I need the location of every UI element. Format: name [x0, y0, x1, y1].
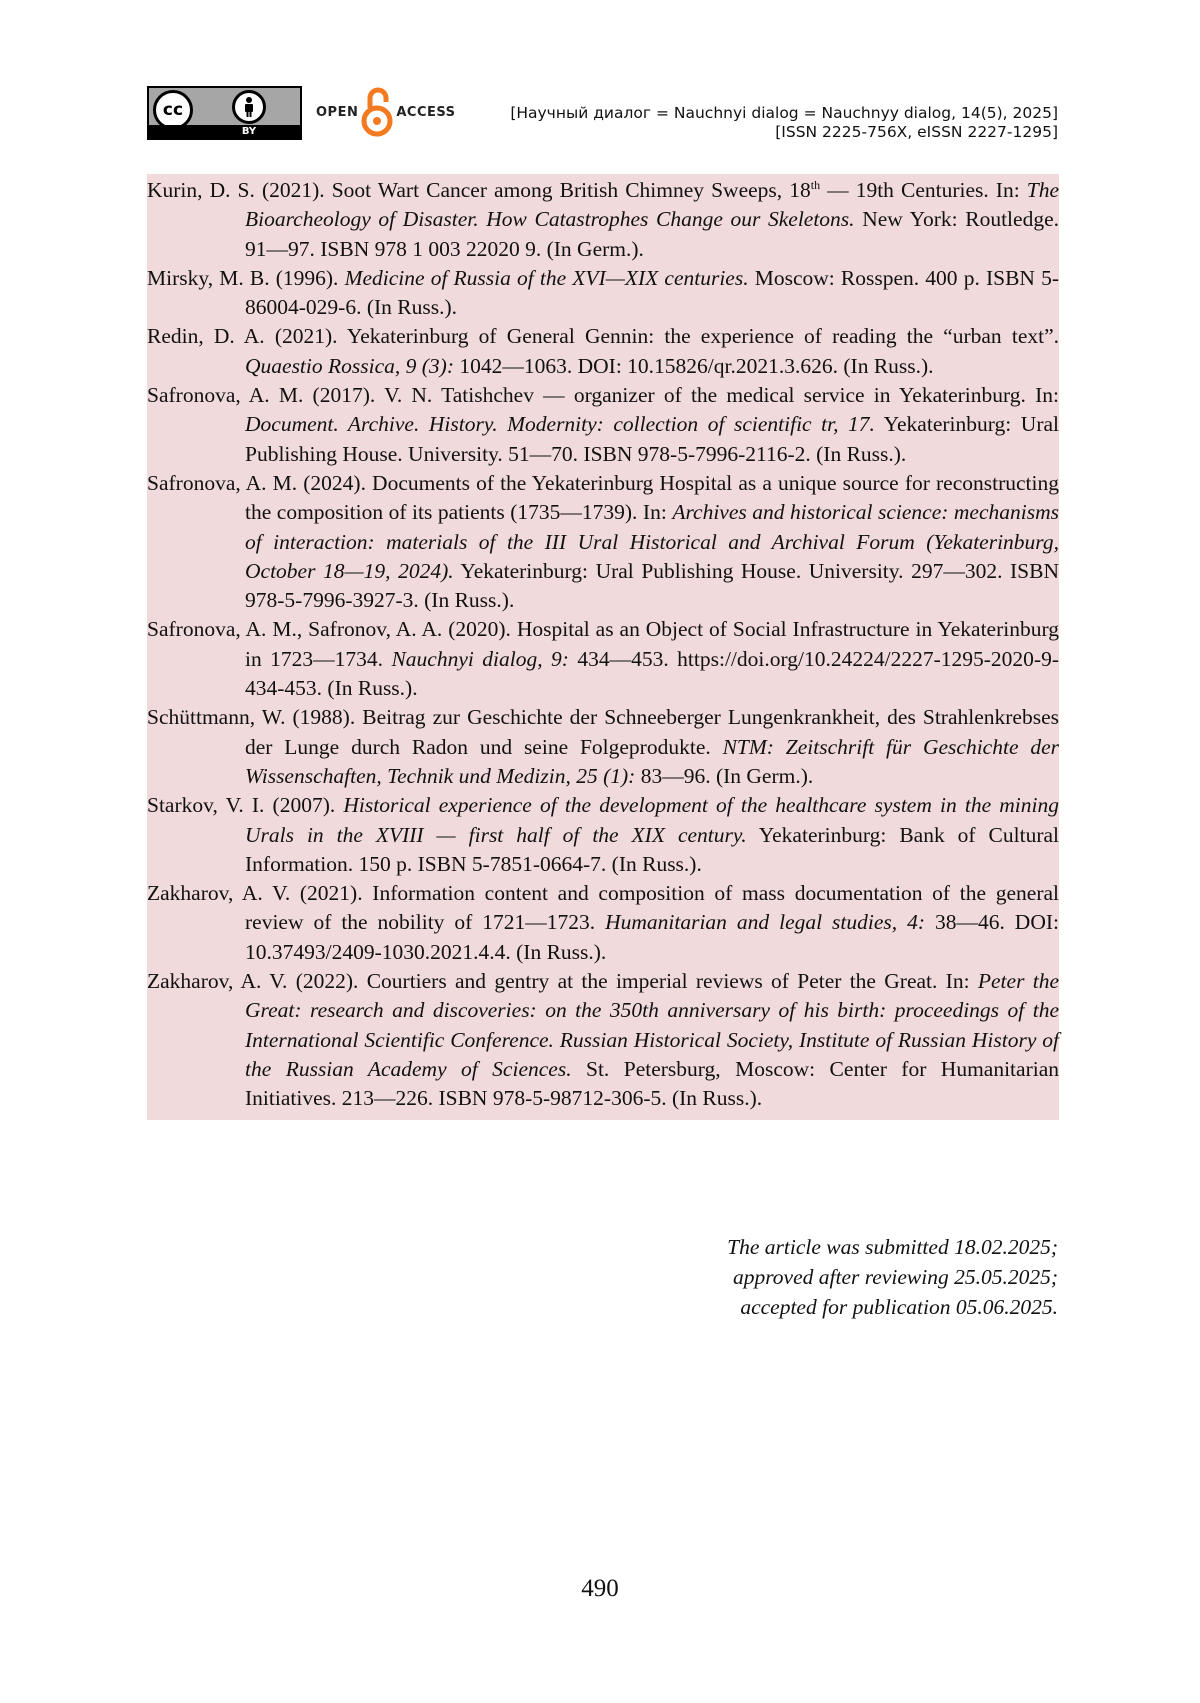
reference-item: Safronova, A. M., Safronov, A. A. (2020). Hospital as an Object of Social Infrastructure in Yekaterinburg in 1723—1734. Nauchnyi dialog, 9: 434—453. https://doi.org/10.24224/2227-1295-2020-9-434-453. (In Russ.). [147, 617, 1059, 701]
journal-issn: [ISSN 2225-756X, eISSN 2227-1295] [775, 123, 1058, 141]
reference-item: Mirsky, M. B. (1996). Medicine of Russia of the XVI—XIX centuries. Moscow: Rosspen. 400 p. ISBN 5-86004-029-6. (In Russ.). [147, 265, 1059, 320]
reference-item: Zakharov, A. V. (2022). Courtiers and gentry at the imperial reviews of Peter the Great. In: Peter the Great: research and discoveries: on the 350th anniversary of his birth: proceedings of the International Scientific Conference. Russian Historical Society, Institute of Russian History of the Russian Academy of Sciences. St. Petersburg, Moscow: Center for Humanitarian Initiatives. 213—226. ISBN 978-5-98712-306-5. (In Russ.). [147, 969, 1059, 1111]
reference-item: Kurin, D. S. (2021). Soot Wart Cancer among British Chimney Sweeps, 18th — 19th Centuries. In: The Bioarcheology of Disaster. How Catastrophes Change our Skeletons. New York: Routledge. 91—97. ISBN 978 1 003 22020 9. (In Germ.). [147, 177, 1060, 261]
page-number: 490 [581, 1575, 619, 1602]
creative-commons-icon: cc [153, 90, 193, 130]
reference-item: Safronova, A. M. (2017). V. N. Tatishchev — organizer of the medical service in Yekaterinburg. In: Document. Archive. History. Modernity: collection of scientific tr, 17. Yekaterinburg: Ural Publishing House. University. 51—70. ISBN 978-5-7996-2116-2. (In Russ.). [147, 383, 1059, 466]
reference-item: Zakharov, A. V. (2021). Information content and composition of mass documentation of the general review of the nobility of 1721—1723. Humanitarian and legal studies, 4: 38—46. DOI: 10.37493/2409-1030.2021.4.4. (In Russ.). [147, 881, 1059, 964]
license-bar [149, 125, 300, 138]
journal-citation: [Научный диалог = Nauchnyi dialog = Nauchnyy dialog, 14(5), 2025] [510, 104, 1058, 122]
accepted-date: accepted for publication 05.06.2025. [740, 1295, 1058, 1319]
license-by-label: BY [241, 126, 257, 137]
reference-item: Starkov, V. I. (2007). Historical experience of the development of the healthcare system in the mining Urals in the XVIII — first half of the XIX century. Yekaterinburg: Bank of Cultural Information. 150 p. ISBN 5-7851-0664-7. (In Russ.). [147, 793, 1060, 876]
open-access-access-label: ACCESS [396, 104, 456, 120]
reference-list [147, 174, 1059, 1120]
approved-date: approved after reviewing 25.05.2025; [732, 1265, 1058, 1289]
journal-meta [510, 104, 1058, 142]
cc-by-license-badge [147, 86, 302, 140]
reference-item: Safronova, A. M. (2024). Documents of the Yekaterinburg Hospital as a unique source for reconstructing the composition of its patients (1735—1739). In: Archives and historical science: mechanisms of interaction: materials of the III Ural Historical and Archival Forum (Yekaterinburg, October 18—19, 2024). Yekaterinburg: Ural Publishing House. University. 297—302. ISBN 978-5-7996-3927-3. (In Russ.). [147, 470, 1060, 613]
article-dates [727, 1232, 1058, 1322]
open-access-logo [316, 86, 456, 138]
submitted-date: The article was submitted 18.02.2025; [727, 1235, 1058, 1259]
attribution-person-icon [232, 90, 266, 124]
reference-item: Redin, D. A. (2021). Yekaterinburg of General Gennin: the experience of reading the “urban text”. Quaestio Rossica, 9 (3): 1042—1063. DOI: 10.15826/qr.2021.3.626. (In Russ.). [147, 324, 1059, 378]
reference-item: Schüttmann, W. (1988). Beitrag zur Geschichte der Schneeberger Lungenkrankheit, des Strahlenkrebses der Lunge durch Radon und seine Folgeprodukte. NTM: Zeitschrift für Geschichte der Wissenschaften, Technik und Medizin, 25 (1): 83—96. (In Germ.). [147, 705, 1059, 788]
open-access-open-label: OPEN [316, 104, 359, 120]
open-lock-icon [360, 86, 394, 138]
